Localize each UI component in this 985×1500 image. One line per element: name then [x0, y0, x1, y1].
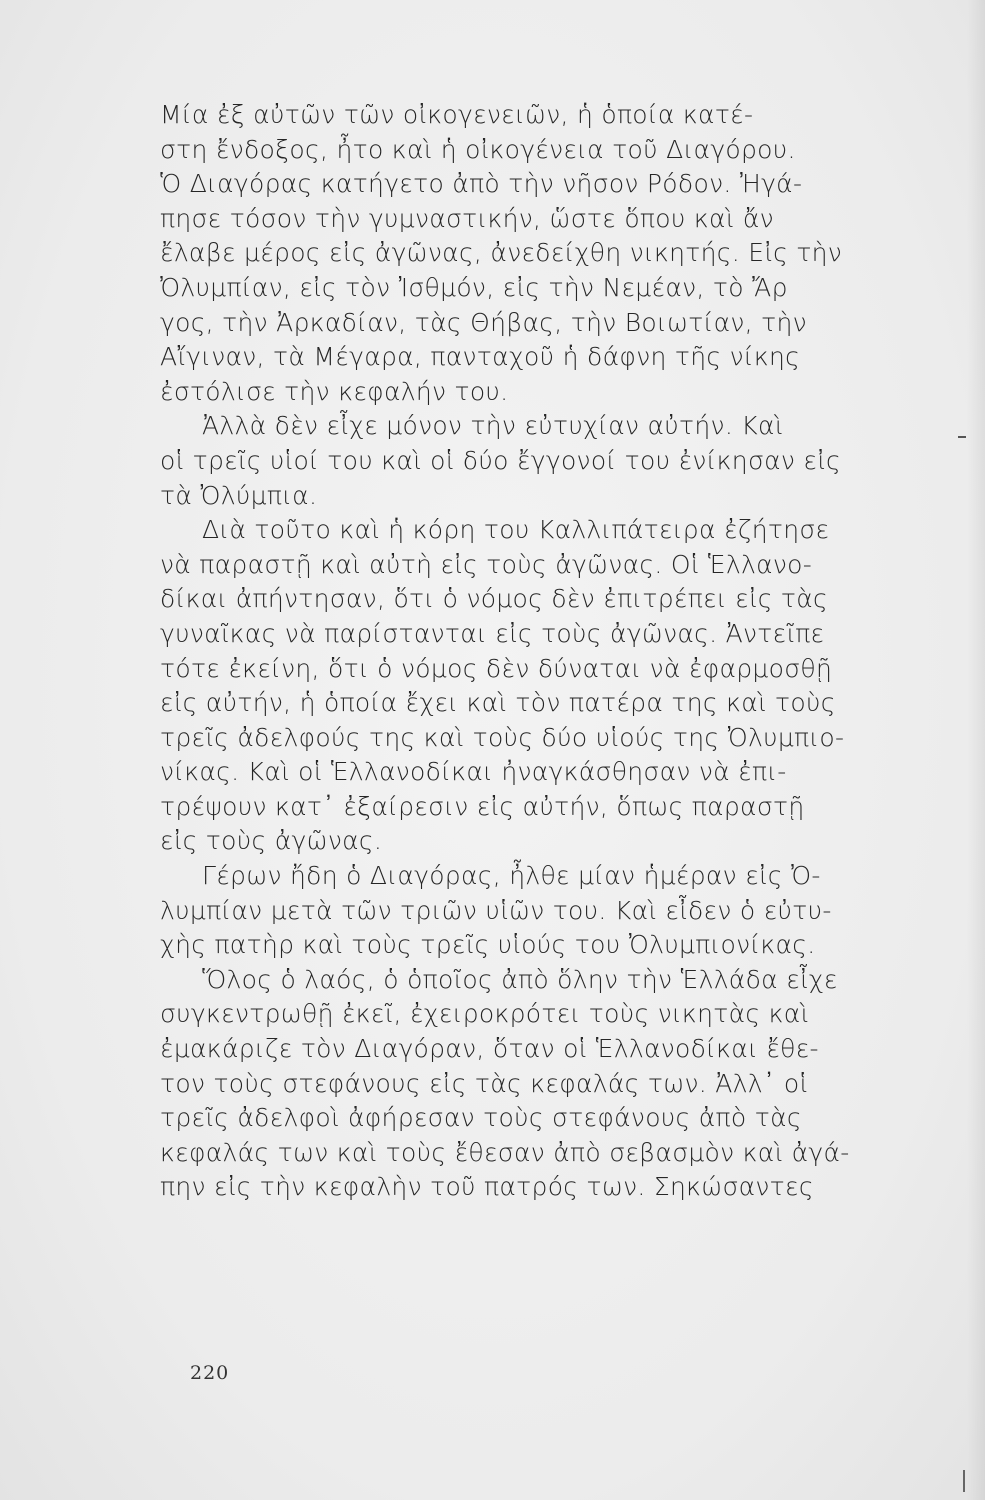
text-line: τρέψουν κατ᾽ ἐξαίρεσιν εἰς αὐτήν, ὅπως παραστῇ: [160, 791, 805, 821]
text-line: νίκας. Καὶ οἱ Ἑλλανοδίκαι ἠναγκάσθησαν νὰ ἐπι-: [160, 757, 787, 787]
text-line: Ὁ Διαγόρας κατήγετο ἀπὸ τὴν νῆσον Ρόδον. Ἠγά-: [160, 169, 803, 199]
text-line: τὰ Ὀλύμπια.: [160, 480, 318, 510]
margin-mark: [963, 1470, 965, 1492]
body-text: [160, 98, 910, 1205]
text-line: Ἀλλὰ δὲν εἶχε μόνον τὴν εὐτυχίαν αὐτήν. Καὶ: [202, 411, 784, 441]
text-line: τότε ἐκείνη, ὅτι ὁ νόμος δὲν δύναται νὰ ἐφαρμοσθῇ: [160, 653, 833, 683]
text-line: πην εἰς τὴν κεφαλὴν τοῦ πατρός των. Σηκώσαντες: [160, 1172, 814, 1202]
text-line: ἔλαβε μέρος εἰς ἀγῶνας, ἀνεδείχθη νικητής. Εἰς τὴν: [160, 238, 843, 268]
text-line: τρεῖς ἀδελφούς της καὶ τοὺς δύο υἱούς της Ὀλυμπιο-: [160, 722, 845, 752]
margin-mark: [958, 436, 966, 438]
text-line: εἰς αὐτήν, ἡ ὁποία ἔχει καὶ τὸν πατέρα της καὶ τοὺς: [160, 688, 836, 718]
page-number: 220: [190, 1362, 230, 1384]
text-line: χὴς πατὴρ καὶ τοὺς τρεῖς υἱούς του Ὀλυμπιονίκας.: [160, 930, 816, 960]
text-line: λυμπίαν μετὰ τῶν τριῶν υἱῶν του. Καὶ εἶδεν ὁ εὐτυ-: [160, 895, 832, 925]
text-line: τον τοὺς στεφάνους εἰς τὰς κεφαλάς των. Ἀλλ᾽ οἱ: [160, 1068, 809, 1098]
text-line: ἐστόλισε τὴν κεφαλήν του.: [160, 376, 509, 406]
text-line: Αἴγιναν, τὰ Μέγαρα, πανταχοῦ ἡ δάφνη τῆς νίκης: [160, 342, 801, 372]
text-line: κεφαλάς των καὶ τοὺς ἔθεσαν ἀπὸ σεβασμὸν καὶ ἀγά-: [160, 1137, 850, 1167]
text-line: δίκαι ἀπήντησαν, ὅτι ὁ νόμος δὲν ἐπιτρέπει εἰς τὰς: [160, 584, 829, 614]
text-line: Ὀλυμπίαν, εἰς τὸν Ἰσθμόν, εἰς τὴν Νεμέαν, τὸ Ἄρ: [160, 272, 788, 302]
text-line: Γέρων ἤδη ὁ Διαγόρας, ἦλθε μίαν ἡμέραν εἰς Ὀ-: [202, 861, 821, 891]
text-line: νὰ παραστῇ καὶ αὐτὴ εἰς τοὺς ἀγῶνας. Οἱ Ἑλλανο-: [160, 549, 813, 579]
text-line: Ὅλος ὁ λαός, ὁ ὁποῖος ἀπὸ ὅλην τὴν Ἑλλάδα εἶχε: [202, 964, 838, 994]
text-line: Μία ἐξ αὐτῶν τῶν οἰκογενειῶν, ἡ ὁποία κατέ-: [160, 100, 754, 129]
text-line: πησε τόσον τὴν γυμναστικήν, ὥστε ὅπου καὶ ἄν: [160, 203, 774, 233]
text-line: στη ἔνδοξος, ἦτο καὶ ἡ οἰκογένεια τοῦ Διαγόρου.: [160, 134, 796, 164]
text-line: ἐμακάριζε τὸν Διαγόραν, ὅταν οἱ Ἑλλανοδίκαι ἔθε-: [160, 1034, 819, 1064]
text-line: οἱ τρεῖς υἱοί του καὶ οἱ δύο ἔγγονοί του ἐνίκησαν εἰς: [160, 445, 841, 475]
text-line: Διὰ τοῦτο καὶ ἡ κόρη του Καλλιπάτειρα ἐζήτησε: [202, 515, 830, 545]
text-line: εἰς τοὺς ἀγῶνας.: [160, 826, 383, 856]
text-line: γος, τὴν Ἀρκαδίαν, τὰς Θήβας, τὴν Βοιωτίαν, τὴν: [160, 307, 807, 337]
text-line: συγκεντρωθῇ ἐκεῖ, ἐχειροκρότει τοὺς νικητὰς καὶ: [160, 999, 810, 1029]
text-line: γυναῖκας νὰ παρίστανται εἰς τοὺς ἀγῶνας. Ἀντεῖπε: [160, 618, 825, 648]
page-edge-shadow: [967, 0, 985, 1500]
text-line: τρεῖς ἀδελφοὶ ἀφήρεσαν τοὺς στεφάνους ἀπὸ τὰς: [160, 1103, 802, 1133]
